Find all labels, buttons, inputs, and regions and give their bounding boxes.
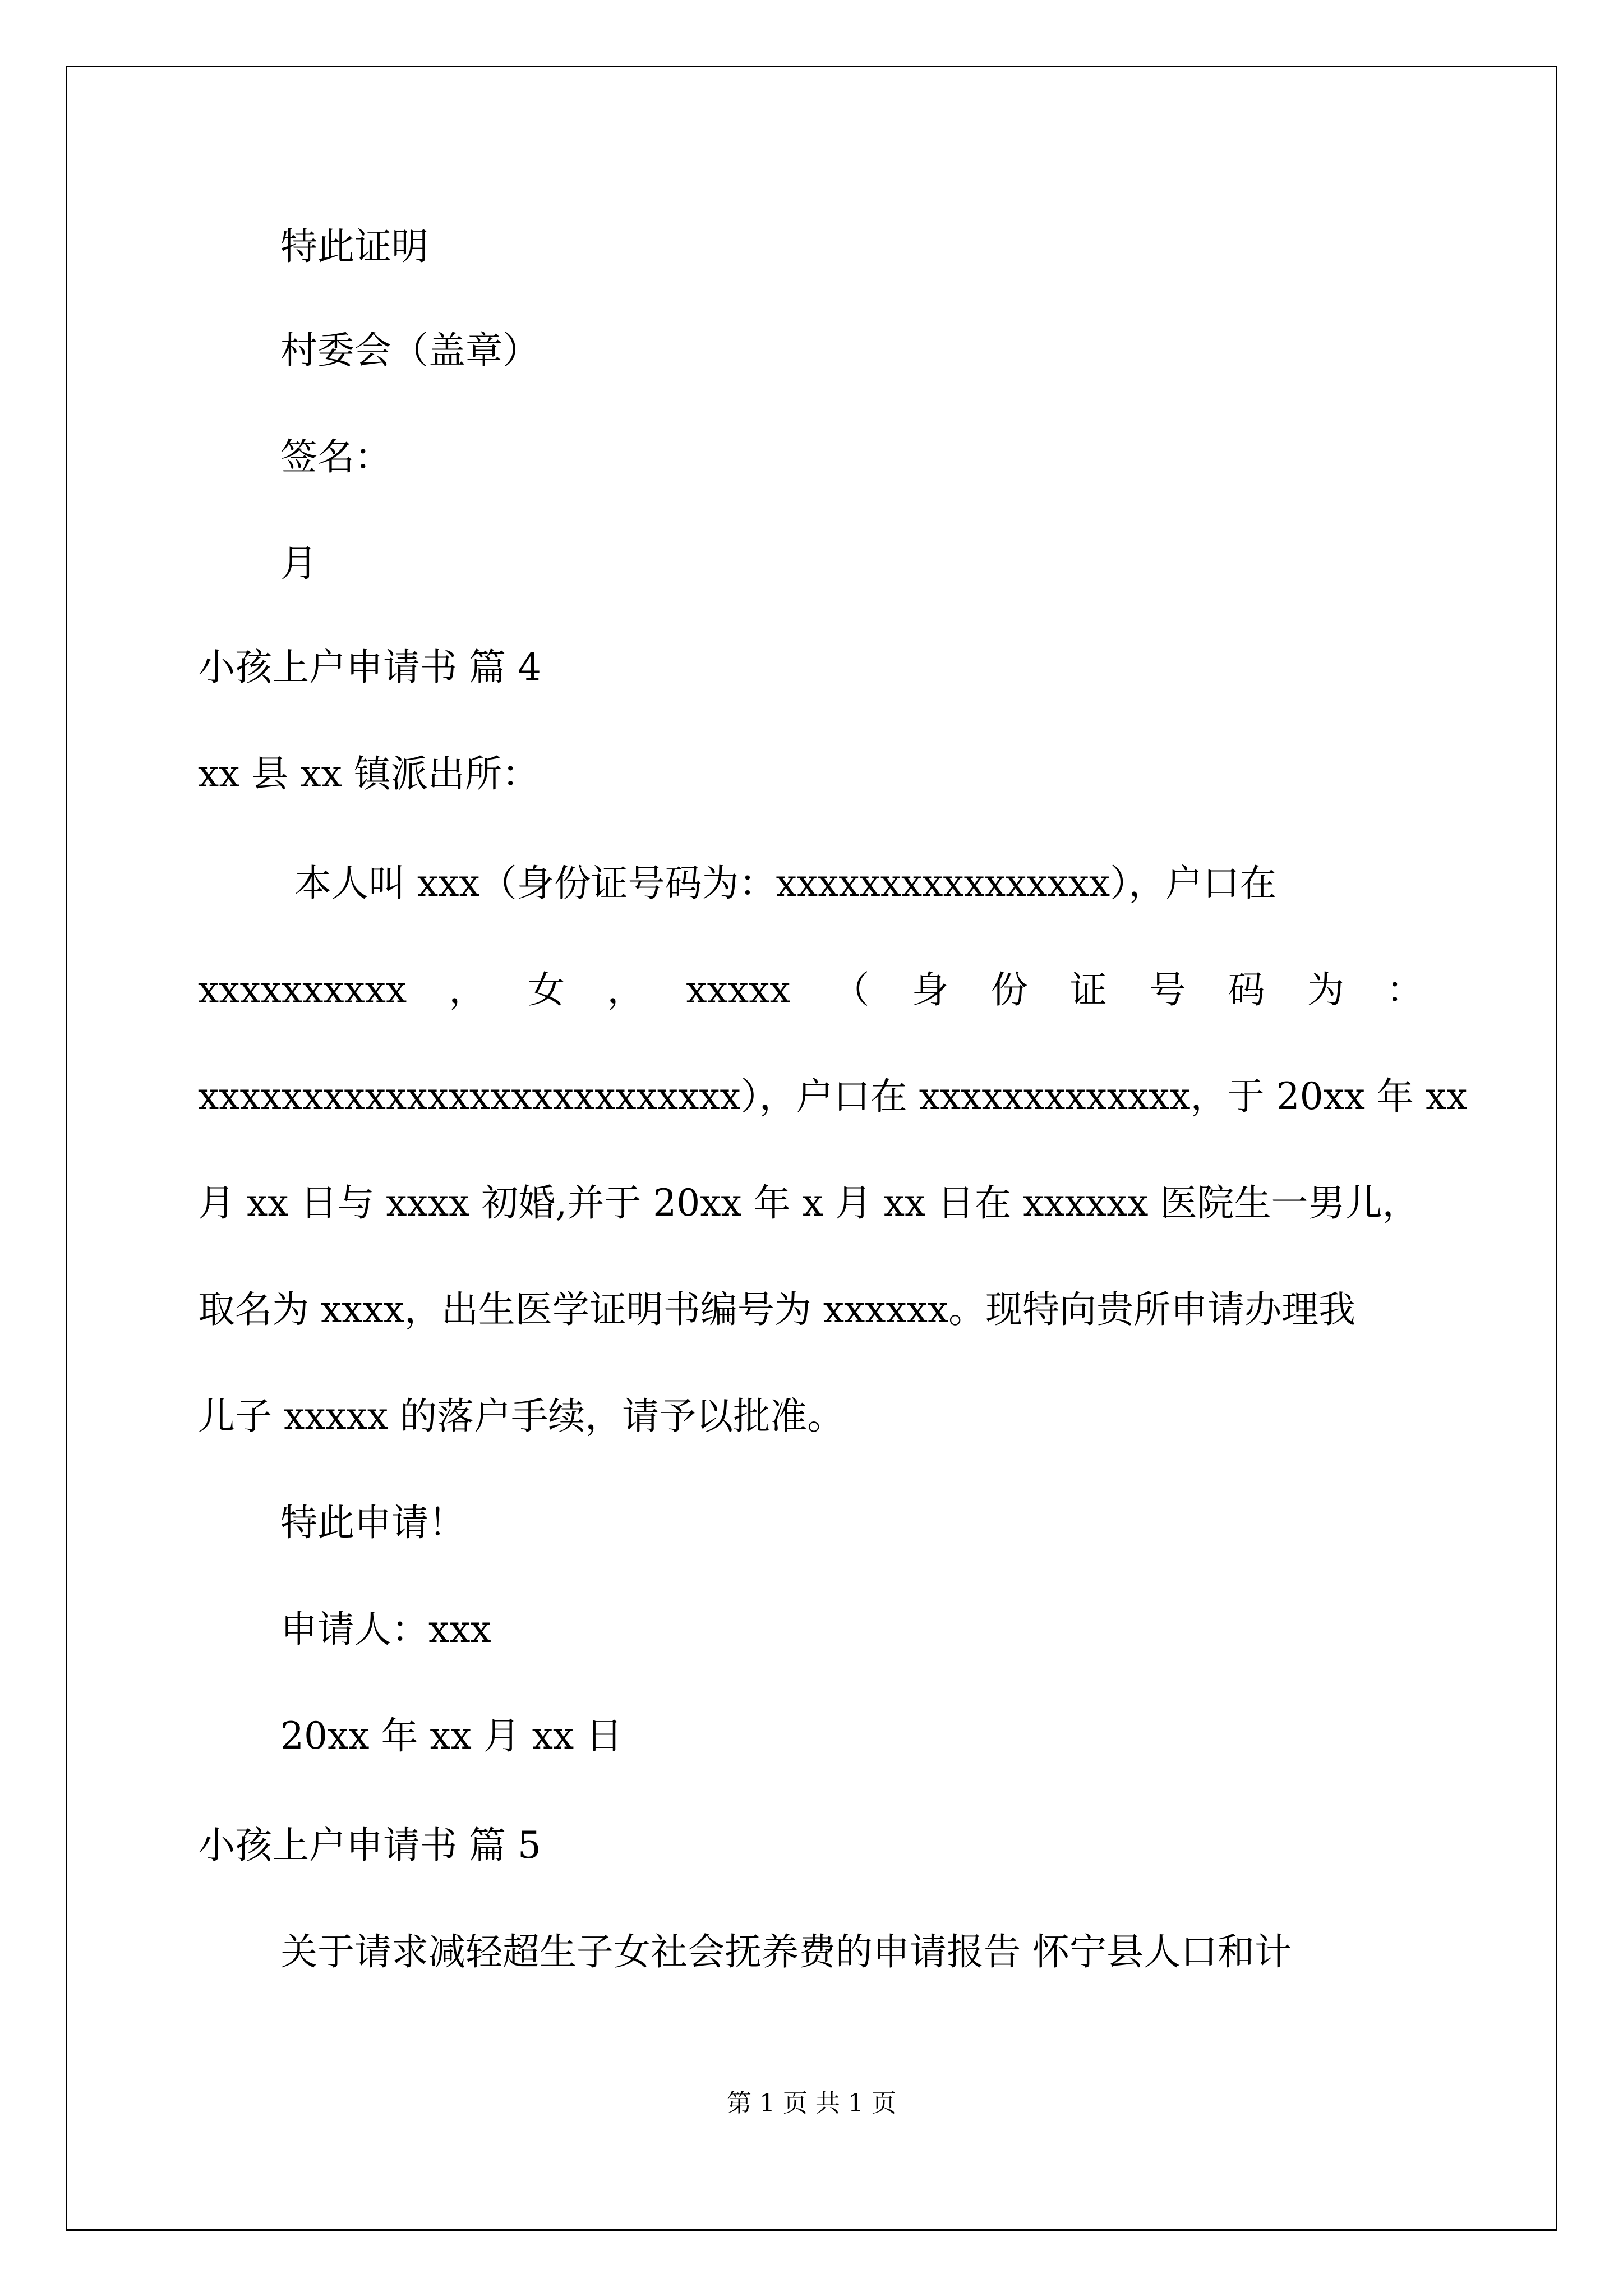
- body-line-1: 本人叫 xxx（身份证号码为：xxxxxxxxxxxxxxxx），户口在: [294, 862, 1277, 905]
- justified-part: xxxxxxxxxx: [198, 968, 407, 1011]
- justified-part: （: [832, 968, 870, 1011]
- justified-part: xxxxx: [686, 968, 791, 1011]
- applicant-line: 申请人：xxx: [280, 1608, 491, 1651]
- doc-line-3: 签名：: [280, 435, 391, 478]
- section-heading-5: 小孩上户申请书 篇 5: [198, 1824, 541, 1867]
- section-heading-4: 小孩上户申请书 篇 4: [198, 646, 541, 689]
- page-footer: 第 1 页 共 1 页: [727, 2089, 896, 2118]
- body-line-3: xxxxxxxxxxxxxxxxxxxxxxxxxx），户口在 xxxxxxxxxxxxx，于 20xx 年 xx: [198, 1075, 1468, 1118]
- justified-part: 码: [1228, 968, 1265, 1011]
- justified-part: ：: [1386, 968, 1423, 1011]
- addressee: xx 县 xx 镇派出所：: [198, 752, 539, 795]
- justified-part: 份: [990, 968, 1028, 1011]
- justified-part: 女: [528, 968, 565, 1011]
- body-line-2: [198, 965, 1423, 1015]
- doc-line-4: 月: [280, 542, 317, 585]
- date-line: 20xx 年 xx 月 xx 日: [280, 1714, 623, 1757]
- doc-line-2: 村委会（盖章）: [280, 329, 540, 372]
- justified-part: ，: [449, 968, 486, 1011]
- closing-line: 特此申请！: [280, 1501, 465, 1544]
- report-title-line: 关于请求减轻超生子女社会抚养费的申请报告 怀宁县人口和计: [280, 1930, 1292, 1973]
- body-line-4: 月 xx 日与 xxxx 初婚,并于 20xx 年 x 月 xx 日在 xxxxxx 医院生一男儿，: [198, 1181, 1419, 1225]
- doc-line-1: 特此证明: [280, 225, 428, 268]
- justified-part: 为: [1307, 968, 1344, 1011]
- body-line-5: 取名为 xxxx，出生医学证明书编号为 xxxxxx。现特向贵所申请办理我: [198, 1288, 1356, 1331]
- page-frame: [66, 66, 1557, 2231]
- body-line-6: 儿子 xxxxx 的落户手续，请予以批准。: [198, 1395, 845, 1438]
- justified-part: 身: [911, 968, 949, 1011]
- justified-part: ，: [607, 968, 644, 1011]
- justified-part: 号: [1149, 968, 1186, 1011]
- justified-part: 证: [1069, 968, 1107, 1011]
